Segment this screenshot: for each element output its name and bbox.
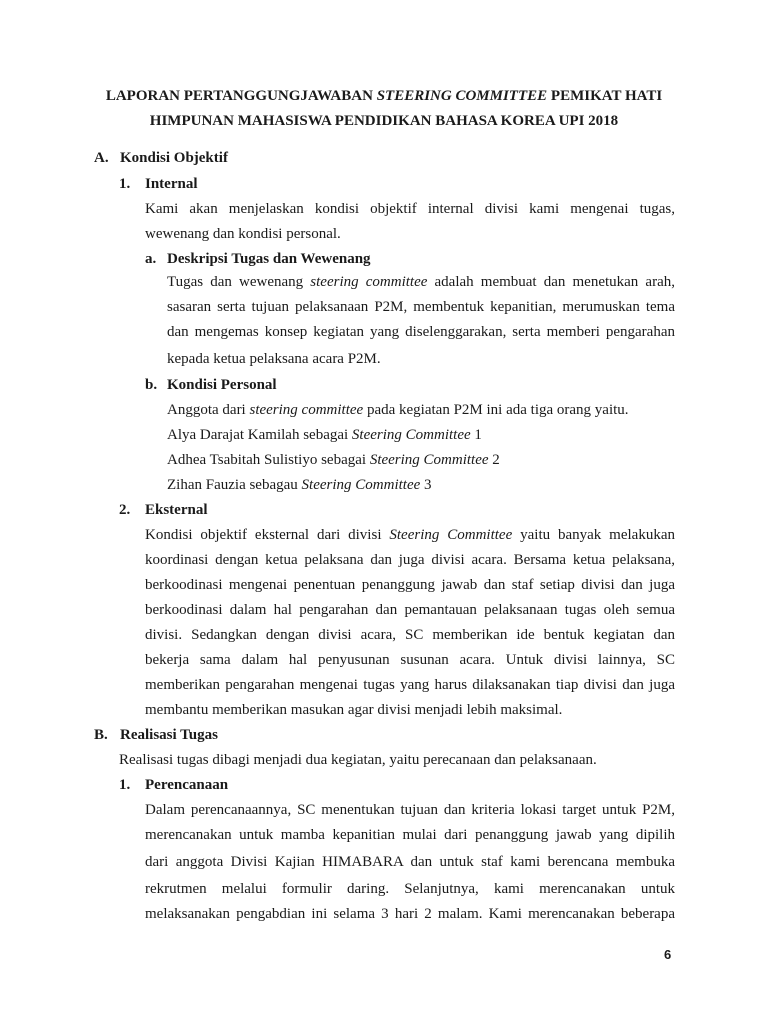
member-line: Adhea Tsabitah Sulistiyo sebagai Steering Committee 2 — [167, 452, 500, 468]
report-title-line-2: HIMPUNAN MAHASISWA PENDIDIKAN BAHASA KOREA UPI 2018 — [149, 113, 619, 129]
eksternal-line: berkoodinasi dalam hal pengarahan dan pemantauan pelaksanaan tugas oleh semua — [145, 602, 675, 618]
perencanaan-line: merencanakan untuk mamba kepanitian mulai dari penanggung jawab yang dipilih — [145, 827, 675, 843]
member-line: Zihan Fauzia sebagau Steering Committee 3 — [167, 477, 432, 493]
subsection-perencanaan-heading: 1. Perencanaan — [119, 777, 229, 793]
item-a-heading: a. Deskripsi Tugas dan Wewenang — [145, 251, 371, 267]
eksternal-line: berkoodinasi mengenai penentuan penanggung jawab dan staf setiap divisi dan juga — [145, 577, 675, 593]
eksternal-line: divisi. Sedangkan dengan divisi acara, SC memberikan ide bentuk kegiatan dan — [145, 627, 675, 643]
eksternal-line: membantu memberikan masukan agar divisi menjadi lebih maksimal. — [145, 702, 563, 718]
item-a-line: sasaran serta tujuan pelaksanaan P2M, membentuk kepanitian, merumuskan tema — [167, 299, 675, 315]
internal-paragraph-line: Kami akan menjelaskan kondisi objektif internal divisi kami mengenai tugas, — [145, 201, 675, 217]
perencanaan-line: dari anggota Divisi Kajian HIMABARA dan untuk staf kami berencana membuka — [145, 854, 675, 870]
eksternal-line: koordinasi dengan ketua pelaksana dan juga divisi acara. Bersama ketua pelaksana, — [145, 552, 675, 568]
perencanaan-line: melaksanakan pengabdian ini selama 3 hari 2 malam. Kami merencanakan beberapa — [145, 906, 675, 922]
item-a-line: dan mengemas konsep kegiatan yang diselenggarakan, serta memberi pengarahan — [167, 324, 675, 340]
report-title-line-1: LAPORAN PERTANGGUNGJAWABAN STEERING COMMITTEE PEMIKAT HATI — [105, 88, 663, 104]
section-b-intro: Realisasi tugas dibagi menjadi dua kegiatan, yaitu perecanaan dan pelaksanaan. — [119, 752, 597, 768]
item-a-line: Tugas dan wewenang steering committee adalah membuat dan menetukan arah, — [167, 274, 675, 290]
subsection-eksternal-heading: 2. Eksternal — [119, 502, 208, 518]
section-b-heading: B. Realisasi Tugas — [94, 727, 218, 743]
eksternal-line: Kondisi objektif eksternal dari divisi Steering Committee yaitu banyak melakukan — [145, 527, 675, 543]
page-number: 6 — [664, 947, 672, 962]
section-a-heading: A. Kondisi Objektif — [94, 150, 228, 166]
member-line: Alya Darajat Kamilah sebagai Steering Committee 1 — [167, 427, 482, 443]
item-a-line: kepada ketua pelaksana acara P2M. — [167, 351, 381, 367]
internal-paragraph-line: wewenang dan kondisi personal. — [145, 226, 341, 242]
perencanaan-line: rekrutmen melalui formulir daring. Selanjutnya, kami merencanakan untuk — [145, 881, 675, 897]
subsection-internal-heading: 1. Internal — [119, 176, 198, 192]
perencanaan-line: Dalam perencanaannya, SC menentukan tujuan dan kriteria lokasi target untuk P2M, — [145, 802, 675, 818]
eksternal-line: bekerja sama dalam hal penyusunan susunan acara. Untuk divisi lainnya, SC — [145, 652, 675, 668]
eksternal-line: memberikan pengarahan mengenai tugas yang harus dilaksanakan tiap divisi dan juga — [145, 677, 675, 693]
item-b-heading: b. Kondisi Personal — [145, 377, 277, 393]
item-b-line: Anggota dari steering committee pada kegiatan P2M ini ada tiga orang yaitu. — [167, 402, 629, 418]
